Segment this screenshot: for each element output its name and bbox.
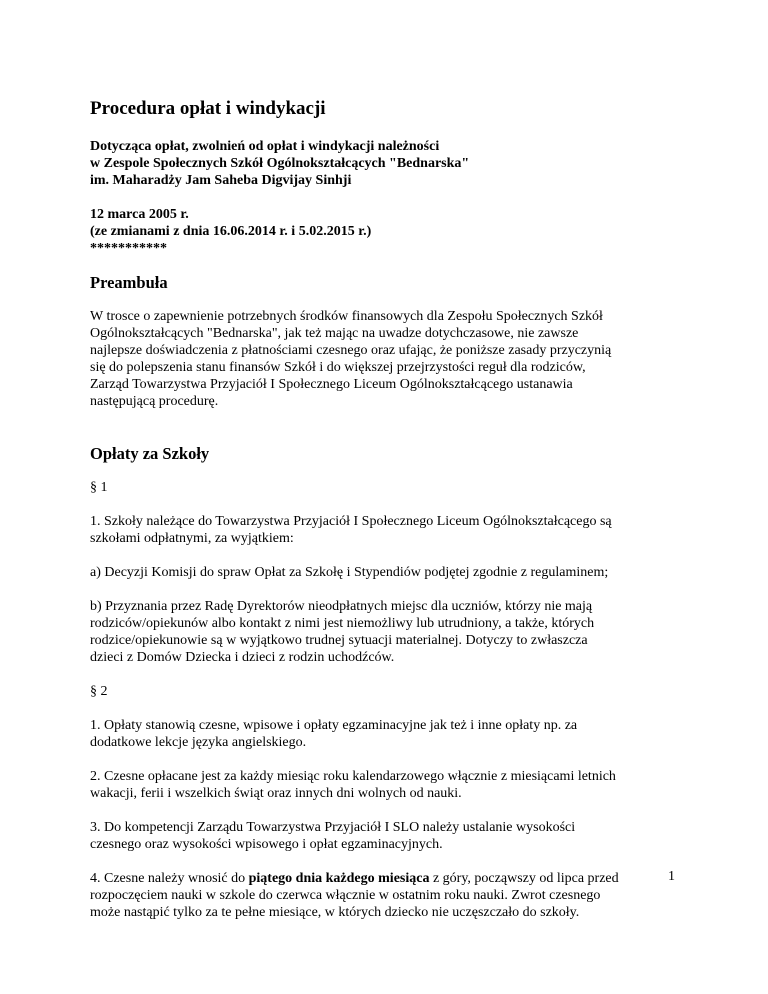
text-line: a) Decyzji Komisji do spraw Opłat za Szkołę i Stypendiów podjętej zgodnie z regulaminem;	[90, 565, 609, 580]
text-line: b) Przyznania przez Radę Dyrektorów nieodpłatnych miejsc dla uczniów, którzy nie mają	[90, 599, 593, 614]
preamble-line: się do polepszenia stanu finansów Szkół i do większej przejrzystości reguł dla rodziców,	[90, 360, 586, 375]
text-line: szkołami odpłatnymi, za wyjątkiem:	[90, 531, 294, 546]
date-line: 12 marca 2005 r.	[90, 207, 189, 222]
text-line: rodziców/opiekunów albo kontakt z nimi jest niemożliwy lub utrudniony, a także, których	[90, 616, 595, 631]
date-block	[90, 206, 690, 257]
preamble-heading: Preambuła	[90, 273, 168, 292]
preamble-line: najlepsze doświadczenia z płatnościami czesnego oraz ufając, że poniższe zasady przyczynią	[90, 343, 612, 358]
due-date-emphasis: piątego dnia każdego miesiąca	[248, 871, 430, 886]
paragraph-symbol-2: § 2	[90, 684, 108, 699]
text-fragment: z góry, począwszy od lipca przed	[429, 871, 619, 886]
preamble-line: W trosce o zapewnienie potrzebnych środków finansowych dla Zespołu Społecznych Szkół	[90, 309, 603, 324]
par1-point-1	[90, 513, 690, 547]
preamble-line: Ogólnokształcących "Bednarska", jak też mając na uwadze dotychczasowe, nie zawsze	[90, 326, 579, 341]
paragraph-symbol-1: § 1	[90, 480, 108, 495]
subtitle-line: im. Maharadży Jam Saheba Digvijay Sinhji	[90, 173, 352, 188]
text-line: może nastąpić tylko za te pełne miesiące, w których dziecko nie uczęszczało do szkoły.	[90, 905, 580, 920]
document-page	[90, 98, 690, 921]
subtitle-block	[90, 138, 690, 189]
text-line: dzieci z Domów Dziecka i dzieci z rodzin uchodźców.	[90, 650, 395, 665]
par2-point-2	[90, 768, 690, 802]
page-number: 1	[668, 869, 675, 884]
text-line: czesnego oraz wysokości wpisowego i opłat egzaminacyjnych.	[90, 837, 443, 852]
par1-point-b	[90, 598, 690, 666]
par2-point-3	[90, 819, 690, 853]
amendments-line: (ze zmianami z dnia 16.06.2014 r. i 5.02.2015 r.)	[90, 224, 372, 239]
text-line: rozpoczęciem nauki w szkole do czerwca włącznie w ostatnim roku nauki. Zwrot czesnego	[90, 888, 601, 903]
text-line: 1. Szkoły należące do Towarzystwa Przyjaciół I Społecznego Liceum Ogólnokształcącego są	[90, 514, 612, 529]
text-fragment: 4. Czesne należy wnosić do	[90, 871, 249, 886]
text-line: wakacji, ferii i wszelkich świąt oraz innych dni wolnych od nauki.	[90, 786, 462, 801]
text-line: 3. Do kompetencji Zarządu Towarzystwa Przyjaciół I SLO należy ustalanie wysokości	[90, 820, 576, 835]
text-line: dodatkowe lekcje języka angielskiego.	[90, 735, 307, 750]
text-line: rodzice/opiekunowie są w wyjątkowo trudnej sytuacji materialnej. Dotyczy to zwłaszcza	[90, 633, 588, 648]
par2-point-4	[90, 870, 690, 921]
preamble-line: Zarząd Towarzystwa Przyjaciół I Społecznego Liceum Ogólnokształcącego ustanawia	[90, 377, 573, 392]
subtitle-line: w Zespole Społecznych Szkół Ogólnokształcących "Bednarska"	[90, 156, 470, 171]
separator-asterisks: ***********	[90, 241, 167, 256]
par2-point-1	[90, 717, 690, 751]
text-line: 1. Opłaty stanowią czesne, wpisowe i opłaty egzaminacyjne jak też i inne opłaty np. za	[90, 718, 578, 733]
text-line: 2. Czesne opłacane jest za każdy miesiąc roku kalendarzowego włącznie z miesiącami letnich	[90, 769, 616, 784]
preamble-text	[90, 308, 690, 410]
par1-point-a	[90, 564, 690, 581]
subtitle-line: Dotycząca opłat, zwolnień od opłat i windykacji należności	[90, 139, 440, 154]
document-title: Procedura opłat i windykacji	[90, 98, 326, 119]
fees-heading: Opłaty za Szkoły	[90, 444, 210, 463]
preamble-line: następującą procedurę.	[90, 394, 219, 409]
